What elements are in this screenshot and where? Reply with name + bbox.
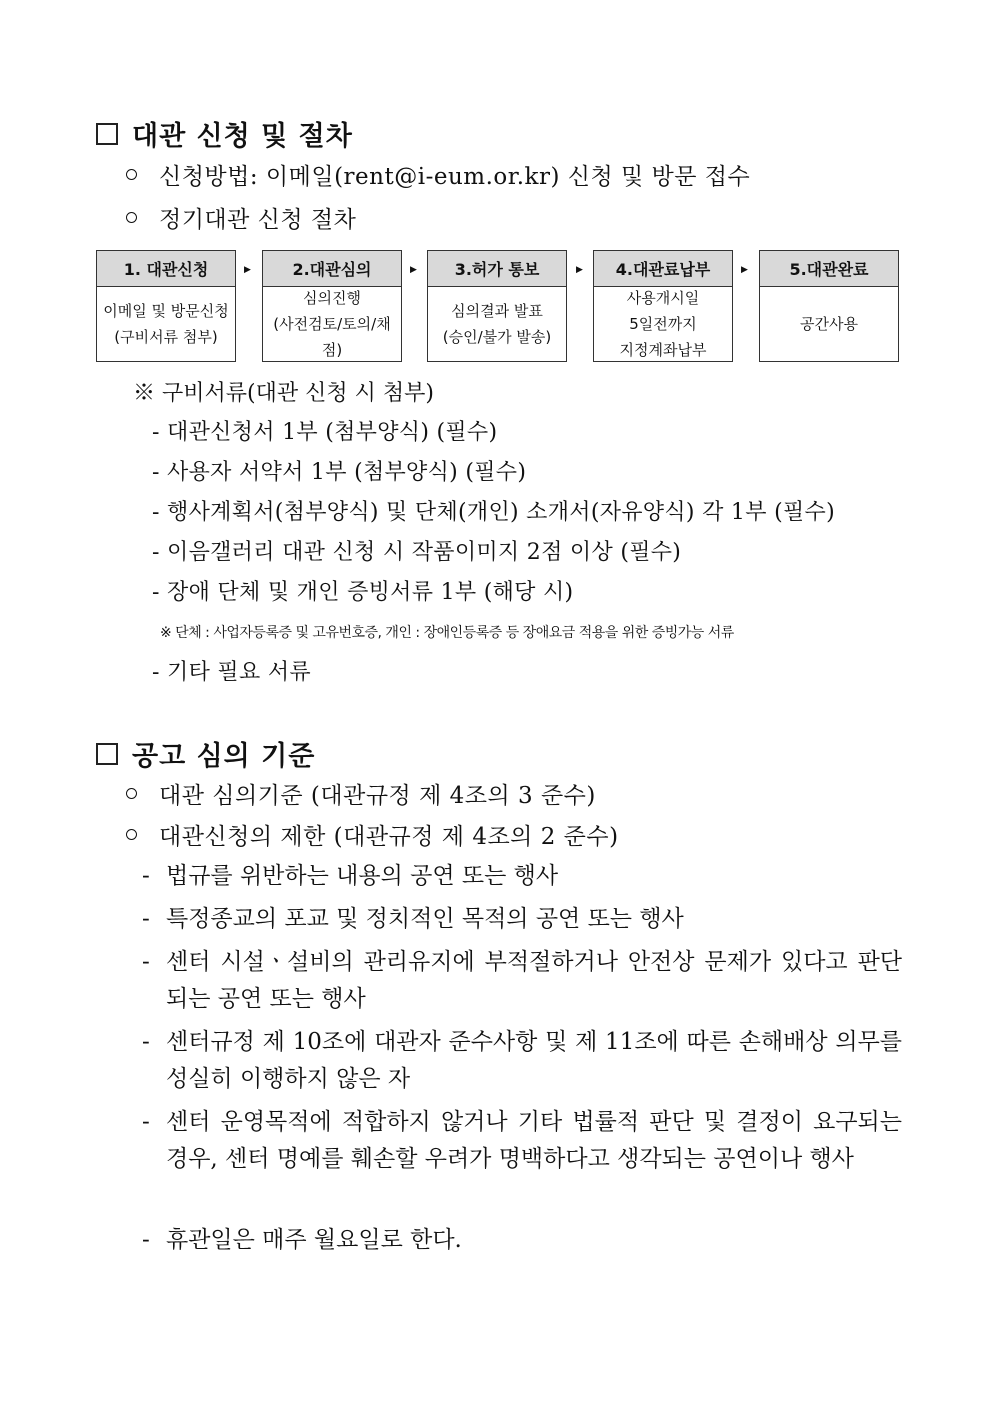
step-line: 이메일 및 방문신청	[103, 302, 229, 320]
step-title: 2.대관심의	[263, 251, 401, 287]
procedure-step-4	[593, 250, 733, 362]
step-title: 1. 대관신청	[97, 251, 235, 287]
procedure-step-2	[262, 250, 402, 362]
restriction-text: 휴관일은 매주 월요일로 한다.	[166, 1227, 462, 1253]
application-method-text: 신청방법: 이메일(rent@i-eum.or.kr) 신청 및 방문 접수	[159, 164, 751, 190]
restriction-item: - 센터 시설ㆍ설비의 관리유지에 부적절하거나 안전상 문제가 있다고 판단되는 공연 또는 행사	[142, 944, 902, 1018]
step-line: 심의진행	[303, 289, 361, 307]
restriction-item: - 센터 운영목적에 적합하지 않거나 기타 법률적 판단 및 결정이 요구되는 경우, 센터 명예를 훼손할 우려가 명백하다고 생각되는 공연이나 행사	[142, 1104, 902, 1178]
step-line: 5일전까지	[629, 315, 697, 333]
restriction-item: - 휴관일은 매주 월요일로 한다.	[142, 1222, 902, 1259]
procedure-step-5	[759, 250, 899, 362]
step-line: (승인/불가 발송)	[442, 328, 552, 346]
arrow-right-icon: ▶	[741, 265, 748, 275]
document-item: - 이음갤러리 대관 신청 시 작품이미지 2점 이상 (필수)	[152, 540, 682, 565]
step-line: (사전검토/토의/채점)	[273, 315, 391, 359]
regular-rental-bullet	[124, 201, 356, 234]
step-title: 3.허가 통보	[428, 251, 566, 287]
restriction-item: - 법규를 위반하는 내용의 공연 또는 행사	[142, 858, 902, 895]
checkbox-square-icon	[96, 123, 118, 145]
restriction-text: 센터 시설ㆍ설비의 관리유지에 부적절하거나 안전상 문제가 있다고 판단되는 공연 또는 행사	[166, 949, 902, 1012]
review-criteria-text: 대관 심의기준 (대관규정 제 4조의 3 준수)	[159, 783, 596, 809]
document-item: - 행사계획서(첨부양식) 및 단체(개인) 소개서(자유양식) 각 1부 (필수)	[152, 500, 835, 525]
step-body	[263, 287, 401, 361]
restriction-item: - 특정종교의 포교 및 정치적인 목적의 공연 또는 행사	[142, 901, 902, 938]
restriction-text: 법규를 위반하는 내용의 공연 또는 행사	[166, 863, 559, 889]
documents-footnote: ※ 단체 : 사업자등록증 및 고유번호증, 개인 : 장애인등록증 등 장애요금 적용을 위한 증빙가능 서류	[160, 625, 734, 641]
checkbox-square-icon	[96, 743, 118, 765]
section-title: 공고 심의 기준	[132, 741, 316, 772]
regular-rental-text: 정기대관 신청 절차	[159, 207, 357, 233]
restriction-text: 센터 운영목적에 적합하지 않거나 기타 법률적 판단 및 결정이 요구되는 경우, 센터 명예를 훼손할 우려가 명백하다고 생각되는 공연이나 행사	[166, 1109, 902, 1172]
step-body	[428, 287, 566, 361]
restriction-text: 센터규정 제 10조에 대관자 준수사항 및 제 11조에 따른 손해배상 의무를 성실히 이행하지 않은 자	[166, 1029, 902, 1092]
circle-bullet-icon	[126, 212, 137, 223]
step-line: 사용개시일	[626, 289, 700, 307]
procedure-flowchart	[96, 250, 898, 362]
required-documents-title: ※ 구비서류(대관 신청 시 첨부)	[133, 381, 434, 406]
circle-bullet-icon	[126, 169, 137, 180]
step-body	[594, 287, 732, 361]
arrow-right-icon: ▶	[576, 265, 583, 275]
step-line: 심의결과 발표	[451, 302, 543, 320]
step-body	[97, 287, 235, 361]
rental-restriction-bullet	[124, 818, 619, 851]
section-title: 대관 신청 및 절차	[132, 121, 353, 152]
step-title: 5.대관완료	[760, 251, 898, 287]
procedure-step-1	[96, 250, 236, 362]
application-method-bullet	[124, 158, 750, 191]
section-heading-review-criteria	[96, 734, 315, 773]
arrow-right-icon: ▶	[410, 265, 417, 275]
document-item: - 사용자 서약서 1부 (첨부양식) (필수)	[152, 460, 527, 485]
restriction-text: 특정종교의 포교 및 정치적인 목적의 공연 또는 행사	[166, 906, 684, 932]
circle-bullet-icon	[126, 788, 137, 799]
document-item: - 대관신청서 1부 (첨부양식) (필수)	[152, 420, 498, 445]
step-line: 지정계좌납부	[619, 341, 707, 359]
procedure-step-3	[427, 250, 567, 362]
circle-bullet-icon	[126, 829, 137, 840]
arrow-right-icon: ▶	[244, 265, 251, 275]
step-line: (구비서류 첨부)	[114, 328, 218, 346]
document-item: - 장애 단체 및 개인 증빙서류 1부 (해당 시)	[152, 580, 574, 605]
rental-restriction-text: 대관신청의 제한 (대관규정 제 4조의 2 준수)	[159, 824, 619, 850]
step-line: 공간사용	[800, 315, 858, 333]
section-heading-rental-procedure	[96, 114, 353, 153]
restriction-item: - 센터규정 제 10조에 대관자 준수사항 및 제 11조에 따른 손해배상 의무를 성실히 이행하지 않은 자	[142, 1024, 902, 1098]
document-item: - 기타 필요 서류	[152, 660, 311, 685]
step-title: 4.대관료납부	[594, 251, 732, 287]
step-body	[760, 287, 898, 361]
review-criteria-bullet	[124, 777, 596, 810]
